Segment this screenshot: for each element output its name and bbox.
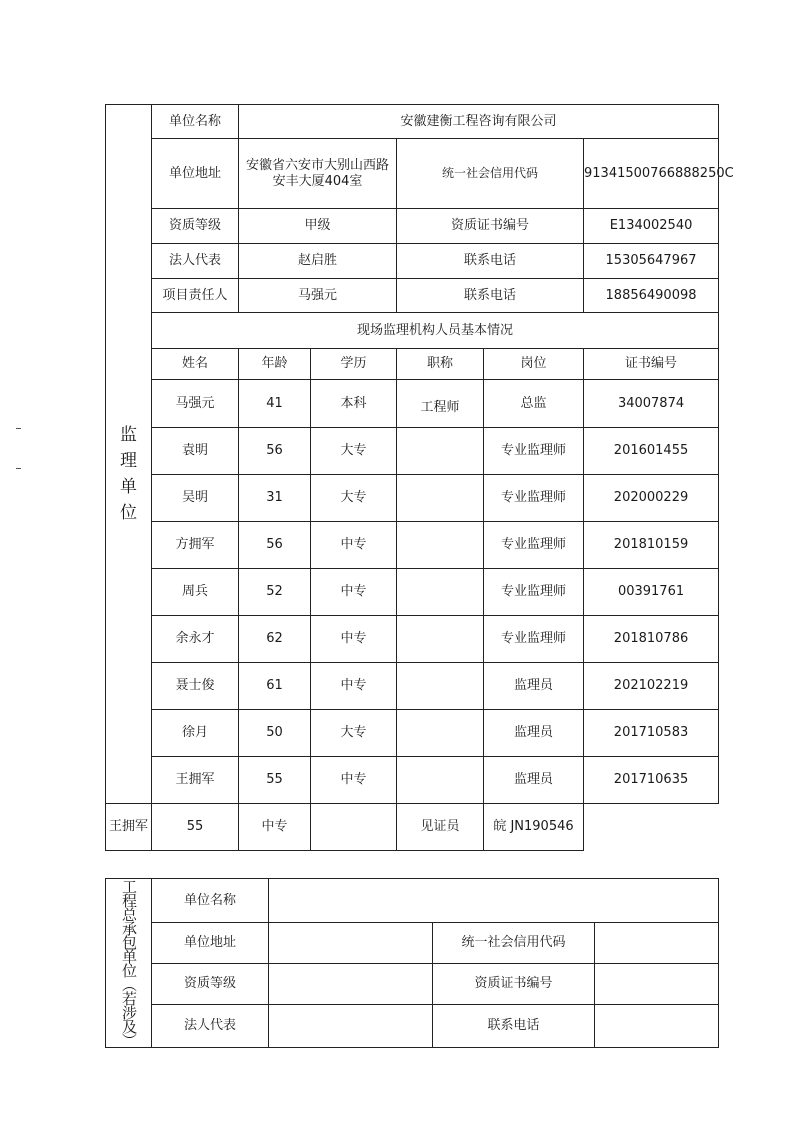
staff-post: 监理员	[484, 663, 584, 710]
staff-age: 56	[239, 428, 311, 475]
value-project-manager: 马强元	[239, 279, 397, 313]
info-row-name	[106, 105, 719, 139]
staff-age: 61	[239, 663, 311, 710]
table-row	[106, 569, 719, 616]
table-row	[106, 475, 719, 522]
staff-post: 专业监理师	[484, 569, 584, 616]
supervisor-table	[105, 104, 734, 851]
staff-education: 本科	[311, 380, 397, 428]
staff-name: 袁明	[152, 428, 239, 475]
staff-post: 总监	[484, 380, 584, 428]
value-manager-phone: 18856490098	[584, 279, 719, 313]
table-row	[106, 522, 719, 569]
contractor-row-legal	[106, 1005, 719, 1048]
staff-education: 大专	[311, 475, 397, 522]
table-row	[106, 710, 719, 757]
value-credit-code	[595, 922, 719, 963]
value-address: 安徽省六安市大别山西路安丰大厦404室	[239, 139, 397, 209]
label-legal-rep: 法人代表	[152, 1005, 269, 1048]
staff-name: 方拥军	[152, 522, 239, 569]
staff-title-value	[397, 757, 484, 804]
staff-cert: 201710635	[584, 757, 719, 804]
margin-mark	[16, 468, 21, 469]
staff-name: 聂士俊	[152, 663, 239, 710]
value-qualification: 甲级	[239, 209, 397, 244]
staff-cert: 201810786	[584, 616, 719, 663]
staff-age: 41	[239, 380, 311, 428]
info-row-qualification	[106, 209, 719, 244]
staff-age: 62	[239, 616, 311, 663]
staff-post: 见证员	[397, 804, 484, 851]
table-row	[106, 616, 719, 663]
staff-education: 大专	[311, 710, 397, 757]
table-row	[106, 804, 719, 851]
contractor-table	[105, 878, 719, 1048]
staff-title-value	[397, 616, 484, 663]
table-row	[106, 663, 719, 710]
value-cert-number: E134002540	[584, 209, 719, 244]
staff-cert: 201810159	[584, 522, 719, 569]
value-legal-rep: 赵启胜	[239, 244, 397, 279]
staff-cert: 202000229	[584, 475, 719, 522]
staff-title-value	[397, 475, 484, 522]
staff-cert: 202102219	[584, 663, 719, 710]
staff-name: 马强元	[152, 380, 239, 428]
staff-post: 专业监理师	[484, 616, 584, 663]
contractor-row-qualification	[106, 964, 719, 1005]
staff-cert: 皖 JN190546	[484, 804, 584, 851]
info-row-legal	[106, 244, 719, 279]
staff-title-value	[397, 569, 484, 616]
label-unit-name: 单位名称	[152, 105, 239, 139]
staff-title-value	[397, 428, 484, 475]
value-phone	[595, 1005, 719, 1048]
staff-education: 中专	[311, 663, 397, 710]
label-manager-phone: 联系电话	[397, 279, 584, 313]
staff-title-value	[397, 522, 484, 569]
staff-title-row	[106, 313, 719, 349]
section-label: 监理单位	[120, 425, 137, 523]
value-cert-number	[595, 964, 719, 1005]
value-phone: 15305647967	[584, 244, 719, 279]
column-header: 姓名	[152, 349, 239, 380]
staff-education: 中专	[311, 522, 397, 569]
label-address: 单位地址	[152, 139, 239, 209]
staff-title-value	[397, 663, 484, 710]
label-address: 单位地址	[152, 922, 269, 963]
staff-age: 56	[239, 522, 311, 569]
label-qualification: 资质等级	[152, 209, 239, 244]
staff-post: 专业监理师	[484, 475, 584, 522]
label-credit-code: 统一社会信用代码	[397, 139, 584, 209]
staff-education: 中专	[239, 804, 311, 851]
staff-post: 专业监理师	[484, 428, 584, 475]
staff-name: 王拥军	[106, 804, 152, 851]
staff-name: 王拥军	[152, 757, 239, 804]
value-legal-rep	[269, 1005, 433, 1048]
column-header: 年龄	[239, 349, 311, 380]
table-row	[106, 428, 719, 475]
label-phone: 联系电话	[433, 1005, 595, 1048]
staff-cert: 00391761	[584, 569, 719, 616]
label-credit-code: 统一社会信用代码	[433, 922, 595, 963]
staff-cert: 34007874	[584, 380, 719, 428]
column-header: 学历	[311, 349, 397, 380]
label-project-manager: 项目责任人	[152, 279, 239, 313]
contractor-label-cell	[106, 879, 152, 1048]
staff-post: 监理员	[484, 710, 584, 757]
staff-name: 余永才	[152, 616, 239, 663]
staff-cert: 201710583	[584, 710, 719, 757]
column-header: 职称	[397, 349, 484, 380]
table-row	[106, 757, 719, 804]
contractor-row-address	[106, 922, 719, 963]
staff-cert: 201601455	[584, 428, 719, 475]
staff-education: 中专	[311, 616, 397, 663]
staff-age: 31	[239, 475, 311, 522]
column-header: 岗位	[484, 349, 584, 380]
staff-title-value	[397, 710, 484, 757]
staff-age: 55	[152, 804, 239, 851]
value-address	[269, 922, 433, 963]
staff-post: 专业监理师	[484, 522, 584, 569]
section-label-cell	[106, 105, 152, 804]
staff-name: 吴明	[152, 475, 239, 522]
staff-age: 55	[239, 757, 311, 804]
staff-education: 中专	[311, 569, 397, 616]
table-row	[106, 380, 719, 428]
label-legal-rep: 法人代表	[152, 244, 239, 279]
label-phone: 联系电话	[397, 244, 584, 279]
staff-title-value	[311, 804, 397, 851]
staff-education: 中专	[311, 757, 397, 804]
contractor-section-label: 工程总承包单位（若涉及）	[120, 879, 138, 1047]
column-header: 证书编号	[584, 349, 719, 380]
label-cert-number: 资质证书编号	[433, 964, 595, 1005]
label-qualification: 资质等级	[152, 964, 269, 1005]
contractor-row-name	[106, 879, 719, 923]
info-row-address	[106, 139, 719, 209]
staff-age: 50	[239, 710, 311, 757]
value-credit-code: 91341500766888250C	[584, 139, 719, 209]
staff-age: 52	[239, 569, 311, 616]
value-unit-name	[269, 879, 719, 923]
staff-name: 周兵	[152, 569, 239, 616]
staff-name: 徐月	[152, 710, 239, 757]
staff-post: 监理员	[484, 757, 584, 804]
value-qualification	[269, 964, 433, 1005]
label-unit-name: 单位名称	[152, 879, 269, 923]
staff-title-cell	[397, 380, 484, 428]
value-unit-name: 安徽建衡工程咨询有限公司	[239, 105, 719, 139]
staff-title: 现场监理机构人员基本情况	[152, 313, 719, 349]
staff-header-row	[106, 349, 719, 380]
label-cert-number: 资质证书编号	[397, 209, 584, 244]
margin-mark	[16, 428, 21, 429]
staff-title-value: 工程师	[420, 399, 460, 415]
info-row-manager	[106, 279, 719, 313]
staff-education: 大专	[311, 428, 397, 475]
